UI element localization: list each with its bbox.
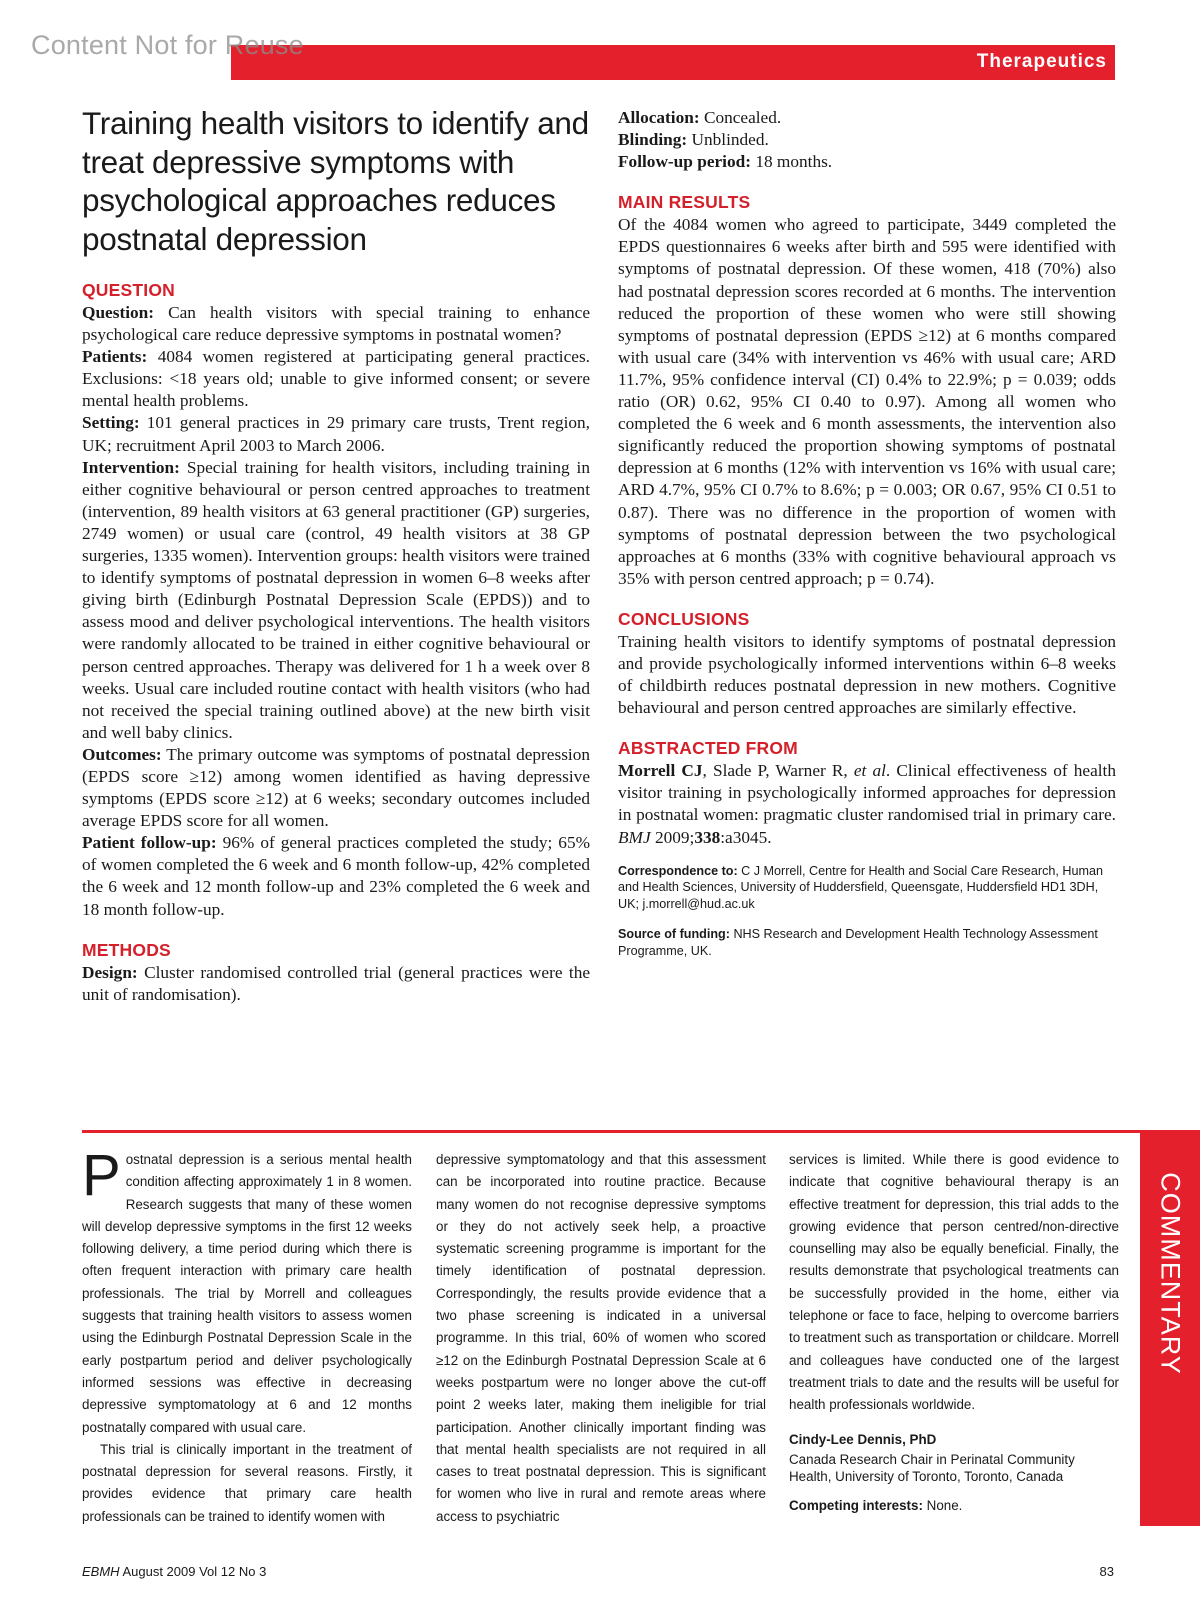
methods-heading: METHODS bbox=[82, 939, 171, 960]
commentary-label: COMMENTARY bbox=[1155, 1172, 1186, 1375]
section-band bbox=[231, 45, 1115, 80]
page-number: 83 bbox=[1099, 1564, 1114, 1579]
setting-paragraph: Setting: 101 general practices in 29 primary care trusts, Trent region, UK; recruitment April 2003 to March 2006. bbox=[82, 413, 590, 455]
design-paragraph: Design: Cluster randomised controlled trial (general practices were the unit of randomisation). bbox=[82, 962, 591, 1004]
outcomes-paragraph: Outcomes: The primary outcome was symptoms of postnatal depression (EPDS score ≥12) among women identified as having depressive symptoms (EPDS score ≥12) at 6 weeks; secondary outcomes included average EPDS score for all women. bbox=[82, 744, 590, 831]
left-column bbox=[82, 279, 590, 1006]
commentary-author: Cindy-Lee Dennis, PhD bbox=[789, 1431, 937, 1447]
article-title: Training health visitors to identify and treat depressive symptoms with psychological approaches reduces postnatal depression bbox=[82, 105, 589, 257]
commentary-paragraph-1: Postnatal depression is a serious mental health condition affecting approximately 1 in 8 women. Research suggests that many of these women will develop depressive symptoms in the first 12 weeks following delivery, a time period during which there is often frequent interaction with primary care health professionals. The trial by Morrell and colleagues suggests that training health visitors to assess women using the Edinburgh Postnatal Depression Scale in the early postpartum period and deliver psychologically informed sessions was effective in decreasing depressive symptomatology at 6 and 12 months postnatally compared with usual care. bbox=[82, 1143, 412, 1435]
commentary-paragraph-2: This trial is clinically important in the treatment of postnatal depression for several reasons. Firstly, it provides evidence that primary care health professionals can be trained to identify women with bbox=[82, 1441, 412, 1524]
funding-note: Source of funding: NHS Research and Development Health Technology Assessment Programme, UK. bbox=[618, 927, 1098, 958]
patients-paragraph: Patients: 4084 women registered at participating general practices. Exclusions: <18 years old; unable to give informed consent; or severe mental health problems. bbox=[82, 347, 590, 411]
footer-journal-info: EBMH August 2009 Vol 12 No 3 bbox=[82, 1564, 267, 1579]
main-results-heading: MAIN RESULTS bbox=[618, 192, 751, 213]
commentary-column-3 bbox=[789, 1149, 1119, 1517]
correspondence-note: Correspondence to: C J Morrell, Centre for Health and Social Care Research, Human and Health Sciences, University of Huddersfield, Queensgate, Huddersfield HD1 3DH, UK; j.morrell@hud.ac.uk bbox=[618, 863, 1104, 911]
watermark: Content Not for Reuse bbox=[31, 30, 304, 60]
right-column bbox=[618, 107, 1116, 959]
abstracted-from-heading: ABSTRACTED FROM bbox=[618, 738, 798, 759]
conclusions-paragraph: Training health visitors to identify symptoms of postnatal depression and provide psychologically informed interventions within 6–8 weeks of childbirth reduces postnatal depression in new mothers. Cognitive behavioural and person centred approaches are similarly effective. bbox=[618, 631, 1116, 718]
question-heading: QUESTION bbox=[82, 280, 175, 300]
conclusions-heading: CONCLUSIONS bbox=[618, 608, 750, 629]
drop-cap: P bbox=[82, 1143, 121, 1208]
intervention-paragraph: Intervention: Special training for health visitors, including training in either cognitive behavioural or person centred approaches to treatment (intervention, 89 health visitors at 63 general practitioner (GP) surgeries, 2749 women) or usual care (control, 49 health visitors at 38 GP surgeries, 1335 women). Intervention groups: health visitors were trained to identify symptoms of postnatal depression in women 6–8 weeks after giving birth (Edinburgh Postnatal Depression Scale (EPDS)) and to assess mood and deliver psychological interventions. The health visitors were randomly allocated to be trained in either cognitive behavioural or person centred approaches. Therapy was delivered for 1 h a week over 8 weeks. Usual care included routine contact with health visitors (who had not received the special training outlined above) at the new birth visit and well baby clinics. bbox=[82, 457, 590, 742]
section-tag: Therapeutics bbox=[976, 51, 1107, 72]
blinding-paragraph: Blinding: Unblinded. bbox=[618, 130, 769, 150]
commentary-affiliation: Canada Research Chair in Perinatal Community Health, University of Toronto, Toronto, Canada bbox=[789, 1451, 1075, 1484]
allocation-paragraph: Allocation: Concealed. bbox=[618, 108, 782, 127]
followup-paragraph: Patient follow-up: 96% of general practices completed the study; 65% of women completed the 6 week and 6 month follow-up, 42% completed the 6 week and 12 month follow-up and 23% completed the 6 week and 18 month follow-up. bbox=[82, 833, 590, 919]
main-results-paragraph: Of the 4084 women who agreed to participate, 3449 completed the EPDS questionnaires 6 weeks after birth and 595 were identified with symptoms of postnatal depression. Of these women, 418 (70%) also had postnatal depression scores recorded at 6 months. The intervention reduced the proportion of these women who were still showing symptoms of postnatal depression (EPDS ≥12) at 6 months compared with usual care (34% with intervention vs 46% with usual care; ARD 11.7%, 95% confidence interval (CI) 0.4% to 22.9%; p = 0.039; odds ratio (OR) 0.62, 95% CI 0.40 to 0.97). Among all women who completed the 6 week and 6 month assessments, the intervention also significantly reduced the proportion showing symptoms of postnatal depression at 6 months (12% with intervention vs 16% with usual care; ARD 4.7%, 95% CI 0.7% to 8.6%; p = 0.003; OR 0.67, 95% CI 0.51 to 0.87). There was no difference in the proportion of women with symptoms of postnatal depression between the two psychological approaches at 6 months (33% with cognitive behavioural approach vs 35% with person centred approach; p = 0.74). bbox=[618, 215, 1116, 588]
commentary-paragraph-4: services is limited. While there is good evidence to indicate that cognitive behavioural therapy is an effective treatment for depression, this trial adds to the growing evidence that person centred/non-directive counselling may also be equally beneficial. Finally, the results demonstrate that psychological treatments can be successfully provided in the home, either via telephone or face to face, helping to overcome barriers to treatment such as transportation or childcare. Morrell and colleagues have conducted one of the largest treatment trials to date and the results will be useful for health professionals worldwide. bbox=[789, 1152, 1119, 1413]
commentary-label-box bbox=[1140, 1130, 1200, 1526]
commentary-paragraph-3: depressive symptomatology and that this assessment can be incorporated into routine practice. Because many women do not recognise depressive symptoms or they do not actively seek help, a proactive systematic screening programme is important for the timely identification of postnatal depression. Correspondingly, the results provide evidence that a two phase screening is indicated in a universal programme. In this trial, 60% of women who scored ≥12 on the Edinburgh Postnatal Depression Scale at 6 weeks postpartum were no longer above the cut-off point 2 weeks later, making them ineligible for trial participation. Another clinically important finding was that mental health specialists are not required in all cases to treat postnatal depression. This is significant for women who live in rural and remote areas where access to psychiatric bbox=[436, 1152, 766, 1524]
commentary-column-2 bbox=[436, 1149, 766, 1528]
question-paragraph: Question: Can health visitors with special training to enhance psychological care reduce depressive symptoms in postnatal women? bbox=[82, 303, 590, 345]
commentary-rule bbox=[82, 1130, 1140, 1133]
abstracted-from-citation: Morrell CJ, Slade P, Warner R, et al. Clinical effectiveness of health visitor training in psychologically informed approaches for depression in postnatal women: pragmatic cluster randomised trial in primary care. BMJ 2009;338:a3045. bbox=[618, 761, 1116, 847]
followup-period-paragraph: Follow-up period: 18 months. bbox=[618, 152, 833, 172]
commentary-column-1 bbox=[82, 1143, 412, 1528]
competing-interests: Competing interests: None. bbox=[789, 1497, 963, 1513]
